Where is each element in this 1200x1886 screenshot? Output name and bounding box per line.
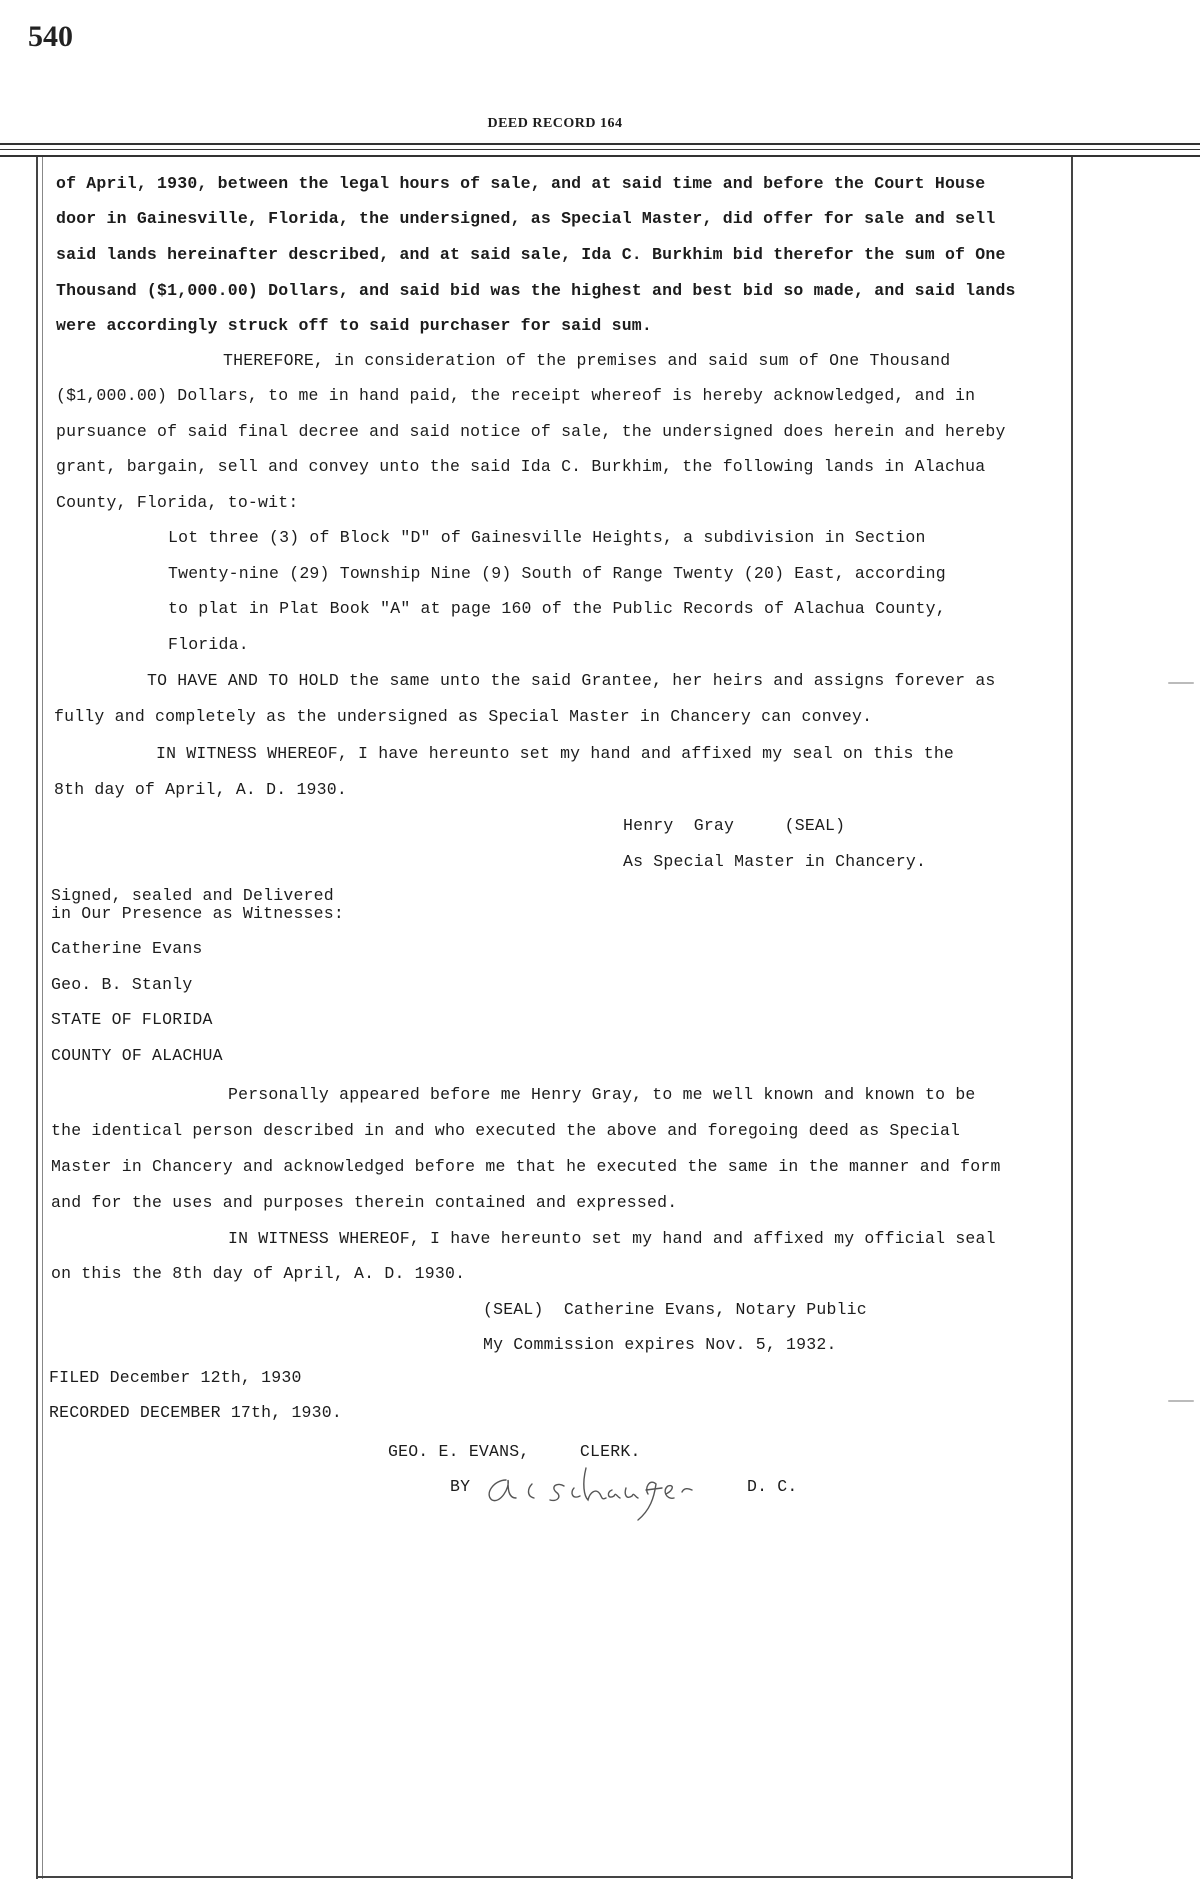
- filed-date: FILED December 12th, 1930: [49, 1368, 302, 1387]
- deed-line: ($1,000.00) Dollars, to me in hand paid, the receipt whereof is hereby acknowledged, and in: [56, 386, 976, 405]
- deed-line: said lands hereinafter described, and at said sale, Ida C. Burkhim bid therefor the sum of One: [56, 245, 1006, 264]
- grantor-name: Henry Gray (SEAL): [623, 816, 846, 835]
- legal-description-line: Twenty-nine (29) Township Nine (9) South of Range Twenty (20) East, according: [168, 564, 946, 583]
- record-title: DEED RECORD 164: [487, 116, 623, 131]
- deed-line: pursuance of said final decree and said notice of sale, the undersigned does herein and hereby: [56, 422, 1006, 441]
- witness-heading: in Our Presence as Witnesses:: [51, 904, 344, 923]
- deed-line: 8th day of April, A. D. 1930.: [54, 780, 347, 799]
- handwritten-signature: [478, 1458, 758, 1522]
- header-rule: [0, 143, 1200, 145]
- by-label: BY: [450, 1477, 471, 1496]
- grantor-title: As Special Master in Chancery.: [623, 852, 927, 871]
- county-label: COUNTY OF ALACHUA: [51, 1046, 223, 1065]
- legal-description-line: Florida.: [168, 635, 249, 654]
- legal-description-line: Lot three (3) of Block "D" of Gainesville Heights, a subdivision in Section: [168, 528, 926, 547]
- deed-line: Thousand ($1,000.00) Dollars, and said bid was the highest and best bid so made, and said lands: [56, 281, 1016, 300]
- deed-line: County, Florida, to-wit:: [56, 493, 299, 512]
- deed-line: of April, 1930, between the legal hours of sale, and at said time and before the Court House: [56, 174, 986, 193]
- deed-line: were accordingly struck off to said purchaser for said sum.: [56, 316, 652, 335]
- notary-line: (SEAL) Catherine Evans, Notary Public: [483, 1300, 867, 1319]
- recorded-date: RECORDED DECEMBER 17th, 1930.: [49, 1403, 342, 1422]
- commission-line: My Commission expires Nov. 5, 1932.: [483, 1335, 837, 1354]
- legal-description-line: to plat in Plat Book "A" at page 160 of the Public Records of Alachua County,: [168, 599, 946, 618]
- clerk-line: GEO. E. EVANS, CLERK.: [388, 1442, 641, 1461]
- deed-line: THEREFORE, in consideration of the premises and said sum of One Thousand: [223, 351, 951, 370]
- margin-tab-mark: [1168, 682, 1194, 684]
- witness-name: Catherine Evans: [51, 939, 203, 958]
- acknowledgment-line: and for the uses and purposes therein contained and expressed.: [51, 1193, 678, 1212]
- acknowledgment-line: IN WITNESS WHEREOF, I have hereunto set my hand and affixed my official seal: [228, 1229, 996, 1248]
- deed-line: IN WITNESS WHEREOF, I have hereunto set my hand and affixed my seal on this the: [156, 744, 955, 763]
- deed-line: TO HAVE AND TO HOLD the same unto the said Grantee, her heirs and assigns forever as: [147, 671, 996, 690]
- page-number: 540: [28, 20, 73, 53]
- right-margin-line: [1071, 157, 1073, 1879]
- acknowledgment-line: Master in Chancery and acknowledged before me that he executed the same in the manner and form: [51, 1157, 1001, 1176]
- acknowledgment-line: on this the 8th day of April, A. D. 1930.: [51, 1264, 466, 1283]
- header-rule: [0, 149, 1200, 150]
- deed-line: door in Gainesville, Florida, the undersigned, as Special Master, did offer for sale and sell: [56, 209, 996, 228]
- bottom-rule: [36, 1876, 1073, 1878]
- deed-line: fully and completely as the undersigned as Special Master in Chancery can convey.: [54, 707, 873, 726]
- witness-name: Geo. B. Stanly: [51, 975, 193, 994]
- margin-tab-mark: [1168, 1400, 1194, 1402]
- deputy-clerk-label: D. C.: [747, 1477, 798, 1496]
- acknowledgment-line: the identical person described in and who executed the above and foregoing deed as Special: [51, 1121, 961, 1140]
- deed-line: grant, bargain, sell and convey unto the said Ida C. Burkhim, the following lands in Alachua: [56, 457, 986, 476]
- header-rule: [0, 155, 1200, 157]
- state-label: STATE OF FLORIDA: [51, 1010, 213, 1029]
- left-margin-line: [36, 157, 38, 1879]
- acknowledgment-line: Personally appeared before me Henry Gray, to me well known and known to be: [228, 1085, 976, 1104]
- witness-heading: Signed, sealed and Delivered: [51, 886, 334, 905]
- left-margin-line: [42, 157, 43, 1879]
